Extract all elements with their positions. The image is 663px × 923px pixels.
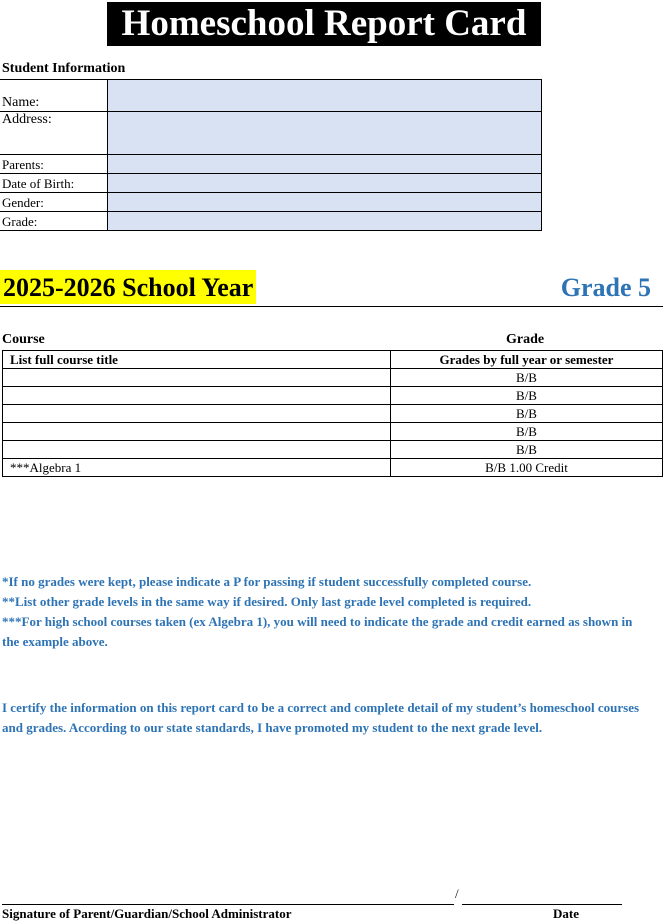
table-row — [3, 423, 663, 441]
course-column-label: Course — [2, 332, 45, 347]
note-grade-levels: **List other grade levels in the same way if desired. Only last grade level completed is required. — [2, 594, 532, 609]
grade-cell[interactable]: B/B — [391, 423, 663, 441]
note-passing: *If no grades were kept, please indicate a P for passing if student successfully completed course. — [2, 574, 532, 589]
table-row — [3, 405, 663, 423]
certification-statement: I certify the information on this report card to be a correct and complete detail of my student’s homeschool courses and grades. According to our state standards, I have promoted my student to the next grade level. — [2, 700, 640, 735]
name-label: Name: — [0, 80, 108, 112]
course-cell[interactable]: ***Algebra 1 — [3, 459, 391, 477]
address-field[interactable] — [108, 112, 542, 155]
grade-column-label: Grade — [506, 332, 545, 347]
signature-separator: / — [455, 886, 459, 901]
info-row-date-of-birth — [0, 174, 542, 193]
grade-label: Grade: — [0, 212, 108, 231]
signature-line[interactable] — [2, 904, 454, 905]
grade-cell[interactable]: B/B — [391, 441, 663, 459]
course-cell[interactable] — [3, 423, 391, 441]
signature-label: Signature of Parent/Guardian/School Administrator — [2, 906, 292, 921]
grade-cell[interactable]: B/B — [391, 387, 663, 405]
table-row — [3, 459, 663, 477]
date-line[interactable] — [462, 904, 622, 905]
instruction-notes — [2, 572, 652, 652]
gender-label: Gender: — [0, 193, 108, 212]
gender-field[interactable] — [108, 193, 542, 212]
course-cell[interactable] — [3, 387, 391, 405]
course-cell[interactable] — [3, 369, 391, 387]
section-divider — [0, 306, 663, 307]
course-cell[interactable] — [3, 441, 391, 459]
info-row-name — [0, 80, 542, 112]
note-high-school: ***For high school courses taken (ex Algebra 1), you will need to indicate the grade and credit earned as shown in the example above. — [2, 614, 633, 649]
grade-level-heading: Grade 5 — [560, 273, 651, 302]
page-title: Homeschool Report Card — [107, 2, 541, 46]
school-year-heading: 2025-2026 School Year — [0, 270, 256, 304]
table-row — [3, 441, 663, 459]
date-label: Date — [553, 906, 579, 921]
course-cell[interactable] — [3, 405, 391, 423]
table-row — [3, 369, 663, 387]
info-row-address — [0, 112, 542, 155]
grade-cell[interactable]: B/B — [391, 405, 663, 423]
grade-header-cell: Grades by full year or semester — [391, 351, 663, 369]
course-header-cell: List full course title — [3, 351, 391, 369]
parents-field[interactable] — [108, 155, 542, 174]
address-label: Address: — [0, 112, 108, 155]
info-row-gender — [0, 193, 542, 212]
grade-cell[interactable]: B/B — [391, 369, 663, 387]
name-field[interactable] — [108, 80, 542, 112]
table-row — [3, 387, 663, 405]
student-information-table — [0, 79, 542, 231]
info-row-parents — [0, 155, 542, 174]
student-information-heading: Student Information — [2, 61, 126, 76]
course-table — [2, 350, 663, 477]
info-row-grade — [0, 212, 542, 231]
date-of-birth-label: Date of Birth: — [0, 174, 108, 193]
date-of-birth-field[interactable] — [108, 174, 542, 193]
course-table-header — [3, 351, 663, 369]
grade-field[interactable] — [108, 212, 542, 231]
grade-cell[interactable]: B/B 1.00 Credit — [391, 459, 663, 477]
parents-label: Parents: — [0, 155, 108, 174]
